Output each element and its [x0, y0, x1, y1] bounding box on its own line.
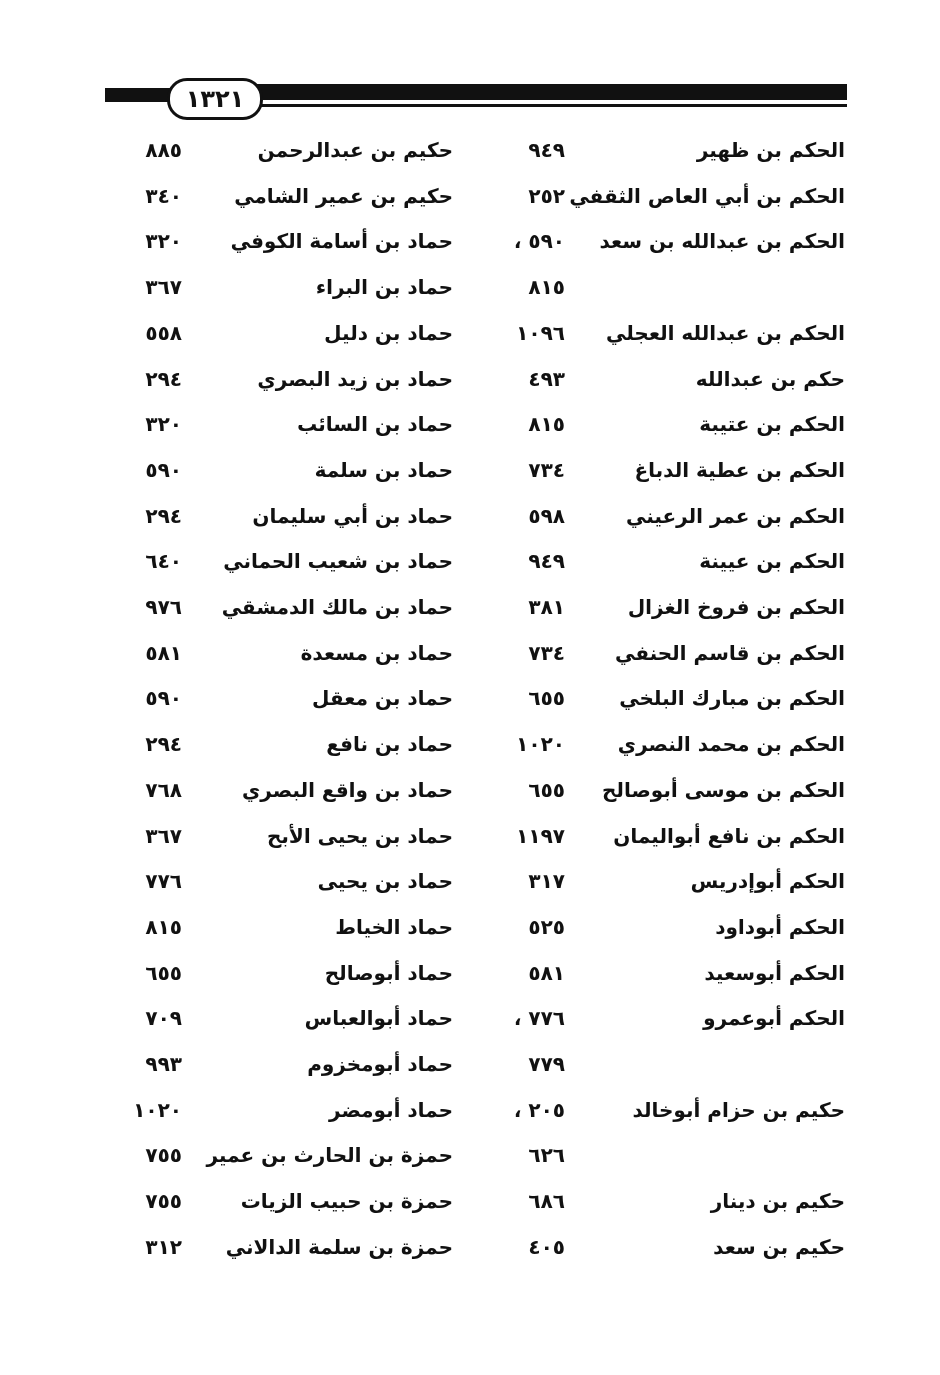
index-name-left: حماد بن البراء — [315, 275, 453, 300]
page-ref-right: ٥٨١ — [528, 960, 565, 985]
page-ref-left: ٢٩٤ — [145, 732, 182, 757]
page-ref-left: ٧٧٦ — [145, 869, 182, 894]
index-row — [0, 1224, 940, 1270]
index-row — [0, 356, 940, 402]
index-row — [0, 1178, 940, 1224]
index-name-left: حماد أبوصالح — [324, 960, 453, 985]
page-ref-right: ٣١٧ — [528, 869, 565, 894]
index-name-left: حماد أبومخزوم — [307, 1052, 453, 1076]
index-name-left: حمزة بن الحارث بن عمير — [206, 1143, 453, 1168]
index-name-right: الحكم أبوإدريس — [690, 869, 845, 894]
index-name-right: الحكم أبوسعيد — [704, 960, 845, 985]
page-ref-left: ٨٨٥ — [145, 138, 182, 162]
index-name-right: الحكم بن عتيبة — [699, 412, 845, 437]
index-row — [0, 218, 940, 264]
page-ref-right: ٤٠٥ — [528, 1234, 565, 1259]
index-name-left: حماد بن أبي سليمان — [252, 503, 453, 528]
page-ref-right: ٩٤٩ — [528, 549, 565, 574]
index-name-right: الحكم بن عمر الرعيني — [625, 503, 845, 528]
page-ref-left: ٣٤٠ — [145, 183, 182, 208]
index-name-left: حماد بن معقل — [312, 686, 453, 711]
index-name-left: حماد بن مسعدة — [300, 640, 453, 665]
page-ref-right: ٥٩٠ ، — [513, 229, 565, 254]
page-number: ١٣٢١ — [167, 78, 263, 120]
index-row — [0, 401, 940, 447]
page-ref-left: ٧٥٥ — [145, 1143, 182, 1168]
index-name-left: حماد بن شعيب الحماني — [223, 549, 453, 574]
index-row — [0, 584, 940, 630]
index-name-right: الحكم بن عطية الدباغ — [634, 457, 845, 482]
page-ref-right: ٣٨١ — [528, 595, 565, 619]
index-name-left: حماد بن يحيى — [317, 869, 453, 894]
index-name-right: الحكم بن نافع أبواليمان — [613, 823, 845, 848]
page-ref-right: ٩٤٩ — [528, 138, 565, 162]
page-ref-right: ٦٥٥ — [528, 686, 565, 711]
page-ref-left: ٦٥٥ — [145, 960, 182, 985]
page-ref-right: ٦٥٥ — [528, 777, 565, 802]
page-ref-right: ١٠٩٦ — [516, 320, 565, 345]
header-rule-right — [255, 84, 847, 100]
page-ref-right: ٧٣٤ — [528, 457, 565, 482]
page-ref-left: ٥٩٠ — [145, 686, 182, 711]
index-name-right: الحكم بن فروخ الغزال — [627, 595, 845, 619]
index-name-right: الحكم بن ظهير — [696, 138, 845, 162]
index-row — [0, 447, 940, 493]
index-name-left: حماد بن أسامة الكوفي — [230, 229, 453, 254]
index-row — [0, 538, 940, 584]
index-name-left: حماد أبوالعباس — [304, 1006, 453, 1031]
page-ref-right: ٦٨٦ — [528, 1189, 565, 1214]
index-row — [0, 995, 940, 1041]
index-name-right: الحكم أبوعمرو — [703, 1006, 845, 1031]
page-ref-left: ٣٢٠ — [145, 412, 182, 437]
index-name-left: حمزة بن سلمة الدالاني — [225, 1234, 453, 1259]
page-ref-left: ٢٩٤ — [145, 366, 182, 391]
index-row — [0, 950, 940, 996]
index-name-right: الحكم بن قاسم الحنفي — [614, 640, 845, 665]
index-row — [0, 127, 940, 173]
index-name-left: حماد بن واقع البصري — [241, 777, 453, 802]
index-name-right: الحكم بن محمد النصري — [617, 732, 845, 757]
index-name-left: حماد أبومضر — [329, 1097, 453, 1122]
index-name-left: حكيم بن عبدالرحمن — [257, 138, 453, 162]
page-ref-right: ١٠٢٠ — [516, 732, 565, 757]
page-ref-right: ٥٢٥ — [528, 914, 565, 939]
index-row — [0, 310, 940, 356]
page-ref-right: ٥٩٨ — [528, 503, 565, 528]
index-name-right: حكم بن عبدالله — [695, 366, 845, 391]
page-ref-left: ٣٦٧ — [145, 823, 182, 848]
page-ref-left: ٢٩٤ — [145, 503, 182, 528]
page-ref-left: ٩٩٣ — [145, 1052, 182, 1076]
index-name-left: حماد بن نافع — [326, 732, 453, 757]
index-row — [0, 1087, 940, 1133]
index-name-left: حماد الخياط — [335, 914, 453, 939]
index-name-left: حماد بن السائب — [297, 412, 453, 437]
page-ref-right: ١١٩٧ — [516, 823, 565, 848]
index-row — [0, 264, 940, 310]
index-row — [0, 813, 940, 859]
index-row — [0, 173, 940, 219]
index-name-right: حكيم بن حزام أبوخالد — [632, 1097, 845, 1122]
page-ref-right: ٧٧٦ ، — [513, 1006, 565, 1031]
index-row — [0, 721, 940, 767]
header-rule-right-thin — [255, 104, 847, 107]
page-ref-right: ٦٢٦ — [528, 1143, 565, 1168]
page-ref-left: ٨١٥ — [145, 914, 182, 939]
index-name-right: الحكم بن عبدالله العجلي — [606, 320, 845, 345]
page-ref-left: ٧٦٨ — [145, 777, 182, 802]
index-name-right: الحكم بن مبارك البلخي — [619, 686, 845, 711]
page-ref-right: ٨١٥ — [528, 412, 565, 437]
index-name-right: حكيم بن سعد — [713, 1234, 845, 1259]
index-name-right: حكيم بن دينار — [710, 1189, 845, 1214]
index-row — [0, 767, 940, 813]
page-ref-right: ٧٣٤ — [528, 640, 565, 665]
page-ref-left: ٩٧٦ — [145, 595, 182, 619]
index-name-left: حماد بن سلمة — [314, 457, 453, 482]
index-name-right: الحكم أبوداود — [715, 914, 845, 939]
page-ref-left: ٣١٢ — [145, 1234, 182, 1259]
page-ref-left: ١٠٢٠ — [133, 1097, 182, 1122]
index-name-left: حماد بن زيد البصري — [257, 366, 453, 391]
page-ref-left: ٧٠٩ — [145, 1006, 182, 1031]
page-ref-right: ٤٩٣ — [528, 366, 565, 391]
index-name-right: الحكم بن عيينة — [699, 549, 845, 574]
page-ref-left: ٧٥٥ — [145, 1189, 182, 1214]
page-ref-right: ٧٧٩ — [528, 1052, 565, 1076]
index-name-right: الحكم بن أبي العاص الثقفي — [569, 183, 845, 208]
page-ref-right: ٨١٥ — [528, 275, 565, 300]
index-row — [0, 858, 940, 904]
index-name-left: حكيم بن عمير الشامي — [234, 183, 453, 208]
page-ref-left: ٣٦٧ — [145, 275, 182, 300]
index-row — [0, 493, 940, 539]
page-ref-left: ٦٤٠ — [145, 549, 182, 574]
index-row — [0, 630, 940, 676]
page-header — [105, 76, 847, 120]
index-row — [0, 1132, 940, 1178]
index-name-right: الحكم بن عبدالله بن سعد — [599, 229, 845, 254]
index-row — [0, 904, 940, 950]
index-name-left: حماد بن يحيى الأبح — [267, 823, 453, 848]
page-ref-left: ٥٨١ — [145, 640, 182, 665]
index-name-left: حماد بن مالك الدمشقي — [221, 595, 453, 619]
index-name-left: حمزة بن حبيب الزيات — [240, 1189, 453, 1214]
index-name-right: الحكم بن موسى أبوصالح — [602, 777, 845, 802]
index-row — [0, 675, 940, 721]
page-ref-right: ٢٠٥ ، — [513, 1097, 565, 1122]
page-ref-left: ٥٩٠ — [145, 457, 182, 482]
page-ref-left: ٥٥٨ — [145, 320, 182, 345]
index-name-left: حماد بن دليل — [324, 320, 453, 345]
index-row — [0, 1041, 940, 1087]
page-ref-right: ٢٥٢ — [528, 183, 565, 208]
page-ref-left: ٣٢٠ — [145, 229, 182, 254]
